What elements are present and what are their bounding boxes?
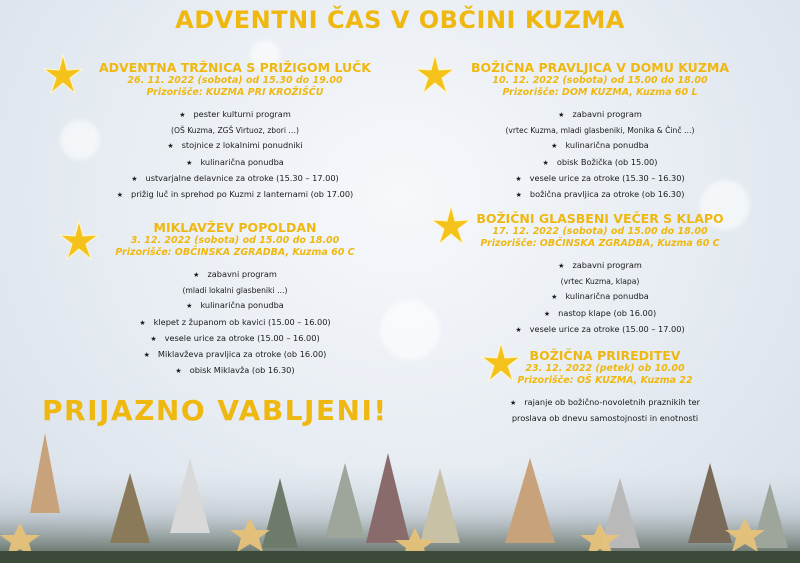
- list-item: ★ prižig luč in sprehod po Kuzmi z lanternami (ob 17.00): [116, 189, 354, 200]
- bullet-star-icon: ★: [543, 309, 551, 318]
- bullet-star-icon: ★: [167, 142, 174, 151]
- event-date: 23. 12. 2022 (petek) ob 10.00: [525, 363, 685, 374]
- event-date: 10. 12. 2022 (sobota) od 15.00 do 18.00: [492, 75, 708, 86]
- list-item: ★ pester kulturni program: [179, 109, 291, 119]
- list-item: ★ zabavni program: [558, 260, 642, 270]
- bullet-star-icon: ★: [193, 271, 200, 279]
- event-place: Prizorišče: DOM KUZMA, Kuzma 60 L: [502, 87, 698, 98]
- event-title: BOŽIČNA PRIREDITEV: [529, 348, 681, 363]
- gold-star-icon: [42, 54, 84, 96]
- bullet-star-icon: ★: [116, 191, 124, 200]
- list-item: ★ kulinarična ponudba: [186, 300, 284, 311]
- event-section: [450, 60, 750, 203]
- list-item: ★ stojnice z lokalnimi ponudniki: [167, 140, 303, 151]
- bullet-star-icon: ★: [143, 351, 150, 360]
- event-section: [505, 348, 705, 426]
- bullet-star-icon: ★: [515, 325, 522, 334]
- list-item: ★ zabavni program: [193, 269, 277, 279]
- page-title: ADVENTNI ČAS V OBČINI KUZMA: [175, 6, 625, 34]
- event-title: ADVENTNA TRŽNICA S PRIŽIGOM LUČK: [99, 60, 371, 75]
- bullet-star-icon: ★: [179, 111, 186, 119]
- list-item: ★ kulinarična ponudba: [551, 291, 649, 302]
- list-item: (mladi lokalni glasbeniki …): [182, 286, 288, 296]
- list-item: ★ vesele urice za otroke (15.00 – 17.00): [515, 323, 685, 334]
- event-date: 26. 11. 2022 (sobota) od 15.30 do 19.00: [127, 75, 343, 86]
- event-date: 3. 12. 2022 (sobota) od 15.00 do 18.00: [130, 235, 340, 246]
- event-section: [85, 60, 385, 203]
- event-title: BOŽIČNI GLASBENI VEČER S KLAPO: [476, 211, 724, 226]
- bullet-star-icon: ★: [551, 293, 558, 302]
- bullet-star-icon: ★: [131, 174, 138, 183]
- event-section: [85, 220, 385, 379]
- list-item: ★ kulinarična ponudba: [186, 156, 284, 167]
- bullet-star-icon: ★: [551, 142, 558, 151]
- list-item: (vrtec Kuzma, klapa): [560, 277, 640, 287]
- event-place: Prizorišče: OBČINSKA ZGRADBA, Kuzma 60 C: [480, 238, 720, 249]
- event-items: [505, 395, 705, 426]
- bullet-star-icon: ★: [509, 399, 517, 407]
- bullet-star-icon: ★: [515, 191, 522, 200]
- list-item: ★ Miklavževa pravljica za otroke (ob 16.00): [143, 349, 327, 360]
- list-item: proslava ob dnevu samostojnosti in enotnosti: [511, 413, 699, 424]
- list-item: ★ ustvarjalne delavnice za otroke (15.30 – 17.00): [131, 172, 339, 183]
- christmas-decoration-image: [0, 423, 800, 563]
- list-item: (OŠ Kuzma, ZGŠ Virtuoz, zbori …): [171, 126, 299, 136]
- list-item: ★ božična pravljica za otroke (ob 16.30): [515, 189, 685, 200]
- event-place: Prizorišče: KUZMA PRI KROŽIŠČU: [146, 87, 324, 98]
- list-item: ★ vesele urice za otroke (15.00 – 16.00): [150, 332, 320, 343]
- event-items: [450, 258, 750, 338]
- event-items: [85, 267, 385, 379]
- invite-text: PRIJAZNO VABLJENI!: [42, 394, 388, 427]
- bullet-star-icon: ★: [150, 334, 157, 343]
- bullet-star-icon: ★: [175, 367, 182, 376]
- bullet-star-icon: ★: [186, 302, 193, 311]
- bullet-star-icon: ★: [558, 262, 565, 270]
- bullet-star-icon: ★: [515, 174, 522, 183]
- event-title: BOŽIČNA PRAVLJICA V DOMU KUZMA: [470, 60, 730, 75]
- bullet-star-icon: ★: [186, 158, 193, 167]
- list-item: ★ kulinarična ponudba: [551, 140, 649, 151]
- list-item: ★ obisk Božička (ob 15.00): [542, 156, 658, 167]
- event-title: MIKLAVŽEV POPOLDAN: [153, 220, 317, 235]
- bullet-star-icon: ★: [139, 318, 146, 327]
- list-item: ★ nastop klape (ob 16.00): [543, 307, 657, 318]
- bullet-star-icon: ★: [558, 111, 565, 119]
- list-item: ★ obisk Miklavža (ob 16.30): [175, 365, 295, 376]
- event-date: 17. 12. 2022 (sobota) od 15.00 do 18.00: [492, 226, 708, 237]
- list-item: ★ zabavni program: [558, 109, 642, 119]
- event-section: [450, 211, 750, 338]
- event-place: Prizorišče: OBČINSKA ZGRADBA, Kuzma 60 C: [115, 247, 355, 258]
- event-place: Prizorišče: OŠ KUZMA, Kuzma 22: [517, 375, 693, 386]
- list-item: ★ rajanje ob božično-novoletnih praznikih ter: [509, 397, 701, 407]
- event-items: [85, 107, 385, 203]
- event-items: [450, 107, 750, 203]
- list-item: ★ vesele urice za otroke (15.30 – 16.30): [515, 172, 685, 183]
- bokeh-light: [380, 300, 440, 360]
- list-item: ★ klepet z županom ob kavici (15.00 – 16.00): [139, 316, 331, 327]
- list-item: (vrtec Kuzma, mladi glasbeniki, Monika & Činč …): [505, 126, 695, 136]
- bullet-star-icon: ★: [542, 158, 549, 167]
